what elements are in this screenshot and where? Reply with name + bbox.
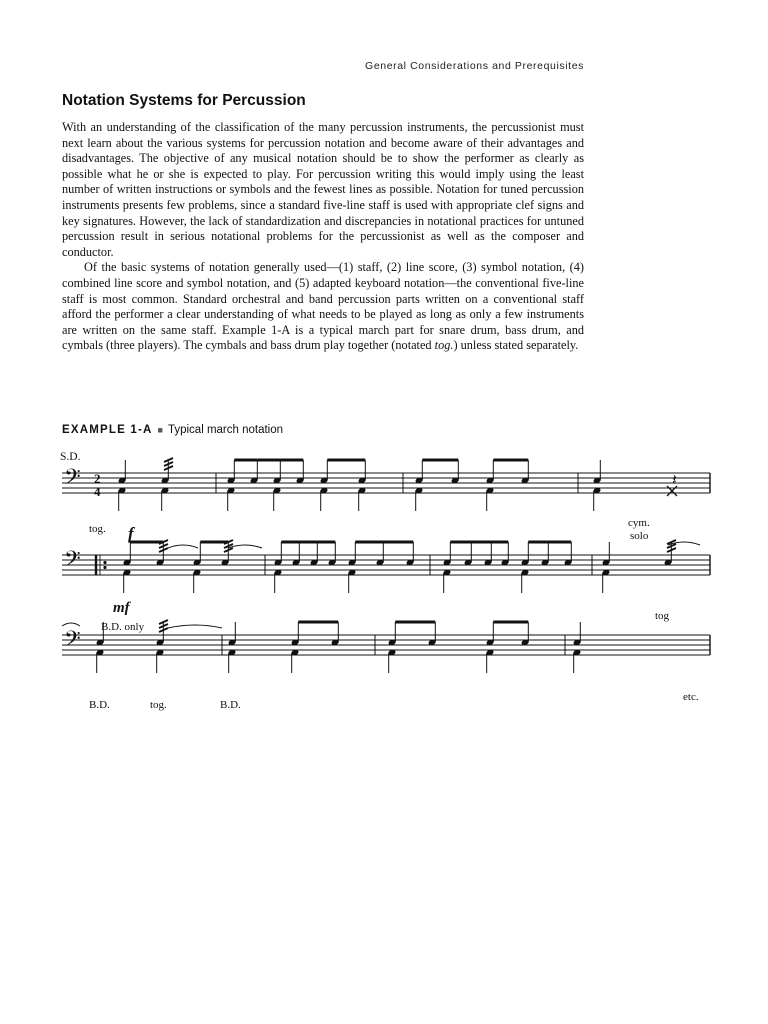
bass-clef-icon: 𝄢 bbox=[64, 547, 81, 576]
bass-clef-icon: 𝄢 bbox=[64, 627, 81, 656]
solo-label: solo bbox=[630, 530, 649, 542]
score-marks bbox=[62, 458, 700, 673]
dynamic-mf: mf bbox=[113, 600, 130, 616]
tie bbox=[168, 545, 198, 548]
sd-label: S.D. bbox=[60, 451, 81, 463]
tog-label-1: tog. bbox=[89, 523, 106, 535]
example-title: Typical march notation bbox=[167, 424, 284, 436]
quarter-rest-icon: 𝄽 bbox=[672, 472, 677, 489]
paragraph-2-text: Of the basic systems of notation generally used—(1) staff, (2) line score, (3) symbol notation, (4) combined line score and symbol notation, and (5) adapted keyboard notation—the conventional five-line staff is most common. Standard orchestral and band percussion parts written on a conventional staff afford the performer a clear understanding of what needs to be played as long as only a few instruments are written on the same staff. Example 1-A is a typical march part for snare drum, bass drum, and cymbals (three players). The cymbals and bass drum play together (notated bbox=[62, 260, 584, 353]
music-example bbox=[0, 440, 768, 730]
bd-label-1: B.D. bbox=[89, 699, 110, 711]
tie bbox=[228, 545, 262, 548]
bd-label-2: B.D. bbox=[220, 699, 241, 711]
time-signature-top: 2 bbox=[94, 471, 101, 486]
etc-label: etc. bbox=[683, 691, 699, 703]
body-text bbox=[62, 120, 584, 354]
example-label: EXAMPLE 1-A bbox=[62, 424, 153, 436]
tie bbox=[168, 625, 222, 628]
caption-separator-icon: ■ bbox=[157, 425, 163, 435]
tie bbox=[62, 623, 80, 626]
example-caption bbox=[62, 424, 283, 436]
bass-clef-icon: 𝄢 bbox=[64, 465, 81, 494]
tog-label-3: tog. bbox=[150, 699, 167, 711]
paragraph-2 bbox=[62, 260, 584, 354]
bd-only-label: B.D. only bbox=[101, 621, 145, 633]
section-title: Notation Systems for Percussion bbox=[62, 92, 306, 109]
cym-label: cym. bbox=[628, 517, 650, 529]
repeat-dot bbox=[103, 566, 106, 569]
time-signature-bottom: 4 bbox=[94, 484, 101, 499]
paragraph-1: With an understanding of the classification of the many percussion instruments, the percussionist must next learn about the various systems for percussion notation and become aware of their advantages and disadvantages. The objective of any musical notation should be to show the performer as clearly as possible what he or she is expected to play. For percussion writing this would imply using the least number of written instructions or symbols and the fewest lines as possible. Notation for tuned percussion instruments presents few problems, since a standard five-line staff is used with appropriate clef signs and key signatures. However, the lack of standardization and discrepancies in notational practices for untuned percussion result in serious notational problems for the percussionist as well as the composer and conductor. bbox=[62, 120, 584, 259]
paragraph-2-end: ) unless stated separately. bbox=[453, 338, 579, 353]
repeat-dot bbox=[103, 561, 106, 564]
dynamic-f: f bbox=[128, 524, 134, 543]
tog-term: tog. bbox=[434, 338, 454, 353]
tog-label-2: tog bbox=[655, 610, 670, 622]
running-head: General Considerations and Prerequisites bbox=[365, 60, 584, 72]
